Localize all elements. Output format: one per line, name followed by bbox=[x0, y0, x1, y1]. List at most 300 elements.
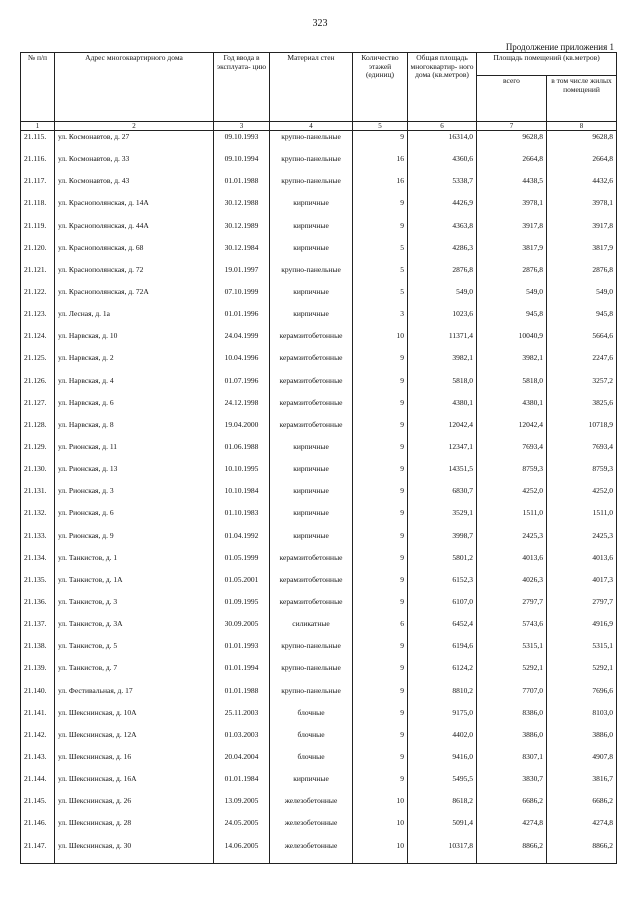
premises-area-cell: 2876,8 bbox=[477, 265, 547, 287]
wall-material-cell: блочные bbox=[270, 730, 353, 752]
row-number-cell: 21.120. bbox=[21, 243, 55, 265]
premises-area-cell: 3817,9 bbox=[477, 243, 547, 265]
total-area-cell: 6194,6 bbox=[408, 641, 477, 663]
address-cell: ул. Рионская, д. 6 bbox=[55, 508, 214, 530]
premises-area-cell: 8386,0 bbox=[477, 708, 547, 730]
floor-count-cell: 9 bbox=[353, 464, 408, 486]
row-number-cell: 21.126. bbox=[21, 376, 55, 398]
year-built-cell: 01.05.1999 bbox=[214, 553, 270, 575]
address-cell: ул. Шекснинская, д. 12А bbox=[55, 730, 214, 752]
living-area-cell: 4252,0 bbox=[547, 486, 617, 508]
wall-material-cell: железобетонные bbox=[270, 796, 353, 818]
living-area-cell: 10718,9 bbox=[547, 420, 617, 442]
wall-material-cell: кирпичные bbox=[270, 442, 353, 464]
header-premises: Площадь помещений (кв.метров) bbox=[477, 53, 617, 76]
year-built-cell: 09.10.1994 bbox=[214, 154, 270, 176]
address-cell: ул. Танкистов, д. 3 bbox=[55, 597, 214, 619]
address-cell: ул. Шекснинская, д. 28 bbox=[55, 818, 214, 840]
wall-material-cell: крупно-панельные bbox=[270, 686, 353, 708]
premises-area-cell: 4013,6 bbox=[477, 553, 547, 575]
row-number-cell: 21.129. bbox=[21, 442, 55, 464]
row-number-cell: 21.137. bbox=[21, 619, 55, 641]
row-number-cell: 21.143. bbox=[21, 752, 55, 774]
table-row bbox=[21, 309, 617, 331]
living-area-cell: 3978,1 bbox=[547, 198, 617, 220]
total-area-cell: 6107,0 bbox=[408, 597, 477, 619]
address-cell: ул. Нарвская, д. 2 bbox=[55, 353, 214, 375]
wall-material-cell: кирпичные bbox=[270, 774, 353, 796]
total-area-cell: 9416,0 bbox=[408, 752, 477, 774]
floor-count-cell: 9 bbox=[353, 752, 408, 774]
wall-material-cell: кирпичные bbox=[270, 486, 353, 508]
premises-area-cell: 5818,0 bbox=[477, 376, 547, 398]
floor-count-cell: 16 bbox=[353, 154, 408, 176]
address-cell: ул. Краснополянская, д. 72 bbox=[55, 265, 214, 287]
living-area-cell: 3817,9 bbox=[547, 243, 617, 265]
premises-area-cell: 12042,4 bbox=[477, 420, 547, 442]
table-row bbox=[21, 221, 617, 243]
header-year: Год ввода в эксплуата- цию bbox=[214, 53, 270, 122]
total-area-cell: 4402,0 bbox=[408, 730, 477, 752]
row-number-cell: 21.145. bbox=[21, 796, 55, 818]
premises-area-cell: 945,8 bbox=[477, 309, 547, 331]
floor-count-cell: 9 bbox=[353, 597, 408, 619]
floor-count-cell: 10 bbox=[353, 331, 408, 353]
premises-area-cell: 5743,6 bbox=[477, 619, 547, 641]
row-number-cell: 21.139. bbox=[21, 663, 55, 685]
floor-count-cell: 6 bbox=[353, 619, 408, 641]
total-area-cell: 4286,3 bbox=[408, 243, 477, 265]
total-area-cell: 8618,2 bbox=[408, 796, 477, 818]
table-row bbox=[21, 508, 617, 530]
living-area-cell: 4432,6 bbox=[547, 176, 617, 198]
floor-count-cell: 9 bbox=[353, 774, 408, 796]
year-built-cell: 25.11.2003 bbox=[214, 708, 270, 730]
floor-count-cell: 9 bbox=[353, 575, 408, 597]
column-number: 2 bbox=[55, 122, 214, 131]
floor-count-cell: 9 bbox=[353, 221, 408, 243]
column-number: 1 bbox=[21, 122, 55, 131]
year-built-cell: 19.01.1997 bbox=[214, 265, 270, 287]
total-area-cell: 3998,7 bbox=[408, 531, 477, 553]
row-number-cell: 21.121. bbox=[21, 265, 55, 287]
total-area-cell: 16314,0 bbox=[408, 131, 477, 155]
year-built-cell: 10.10.1984 bbox=[214, 486, 270, 508]
wall-material-cell: керамзитобетонные bbox=[270, 331, 353, 353]
row-number-cell: 21.124. bbox=[21, 331, 55, 353]
table-row bbox=[21, 730, 617, 752]
floor-count-cell: 9 bbox=[353, 353, 408, 375]
table-row bbox=[21, 154, 617, 176]
wall-material-cell: крупно-панельные bbox=[270, 154, 353, 176]
living-area-cell: 2664,8 bbox=[547, 154, 617, 176]
premises-area-cell: 5292,1 bbox=[477, 663, 547, 685]
address-cell: ул. Рионская, д. 3 bbox=[55, 486, 214, 508]
floor-count-cell: 9 bbox=[353, 663, 408, 685]
address-cell: ул. Танкистов, д. 7 bbox=[55, 663, 214, 685]
premises-area-cell: 3978,1 bbox=[477, 198, 547, 220]
row-number-cell: 21.119. bbox=[21, 221, 55, 243]
year-built-cell: 24.05.2005 bbox=[214, 818, 270, 840]
floor-count-cell: 9 bbox=[353, 708, 408, 730]
row-number-cell: 21.118. bbox=[21, 198, 55, 220]
address-cell: ул. Нарвская, д. 4 bbox=[55, 376, 214, 398]
row-number-cell: 21.141. bbox=[21, 708, 55, 730]
premises-area-cell: 7693,4 bbox=[477, 442, 547, 464]
living-area-cell: 3816,7 bbox=[547, 774, 617, 796]
row-number-cell: 21.128. bbox=[21, 420, 55, 442]
year-built-cell: 01.04.1992 bbox=[214, 531, 270, 553]
row-number-cell: 21.146. bbox=[21, 818, 55, 840]
row-number-cell: 21.130. bbox=[21, 464, 55, 486]
year-built-cell: 01.01.1988 bbox=[214, 686, 270, 708]
year-built-cell: 19.04.2000 bbox=[214, 420, 270, 442]
header-all: всего bbox=[477, 76, 547, 122]
premises-area-cell: 2797,7 bbox=[477, 597, 547, 619]
header-address: Адрес многоквартирного дома bbox=[55, 53, 214, 122]
row-number-cell: 21.136. bbox=[21, 597, 55, 619]
floor-count-cell: 16 bbox=[353, 176, 408, 198]
address-cell: ул. Фестивальная, д. 17 bbox=[55, 686, 214, 708]
floor-count-cell: 9 bbox=[353, 508, 408, 530]
year-built-cell: 01.01.1993 bbox=[214, 641, 270, 663]
living-area-cell: 1511,0 bbox=[547, 508, 617, 530]
year-built-cell: 01.01.1994 bbox=[214, 663, 270, 685]
year-built-cell: 01.06.1988 bbox=[214, 442, 270, 464]
living-area-cell: 4907,8 bbox=[547, 752, 617, 774]
table-row bbox=[21, 464, 617, 486]
column-number: 4 bbox=[270, 122, 353, 131]
premises-area-cell: 7707,0 bbox=[477, 686, 547, 708]
table-row bbox=[21, 752, 617, 774]
floor-count-cell: 5 bbox=[353, 243, 408, 265]
column-number: 5 bbox=[353, 122, 408, 131]
row-number-cell: 21.135. bbox=[21, 575, 55, 597]
year-built-cell: 14.06.2005 bbox=[214, 841, 270, 864]
address-cell: ул. Краснополянская, д. 44А bbox=[55, 221, 214, 243]
table-row bbox=[21, 353, 617, 375]
row-number-cell: 21.138. bbox=[21, 641, 55, 663]
housing-registry-table bbox=[20, 52, 617, 864]
total-area-cell: 6152,3 bbox=[408, 575, 477, 597]
wall-material-cell: кирпичные bbox=[270, 221, 353, 243]
floor-count-cell: 5 bbox=[353, 265, 408, 287]
table-row bbox=[21, 243, 617, 265]
total-area-cell: 12347,1 bbox=[408, 442, 477, 464]
year-built-cell: 10.10.1995 bbox=[214, 464, 270, 486]
table-row bbox=[21, 663, 617, 685]
premises-area-cell: 4380,1 bbox=[477, 398, 547, 420]
table-row bbox=[21, 641, 617, 663]
year-built-cell: 01.03.2003 bbox=[214, 730, 270, 752]
table-row bbox=[21, 796, 617, 818]
column-number: 8 bbox=[547, 122, 617, 131]
premises-area-cell: 4026,3 bbox=[477, 575, 547, 597]
premises-area-cell: 8307,1 bbox=[477, 752, 547, 774]
wall-material-cell: кирпичные bbox=[270, 243, 353, 265]
floor-count-cell: 9 bbox=[353, 730, 408, 752]
living-area-cell: 2247,6 bbox=[547, 353, 617, 375]
row-number-cell: 21.133. bbox=[21, 531, 55, 553]
wall-material-cell: силикатные bbox=[270, 619, 353, 641]
table-row bbox=[21, 331, 617, 353]
table-row bbox=[21, 597, 617, 619]
year-built-cell: 01.10.1983 bbox=[214, 508, 270, 530]
year-built-cell: 13.09.2005 bbox=[214, 796, 270, 818]
total-area-cell: 11371,4 bbox=[408, 331, 477, 353]
total-area-cell: 4363,8 bbox=[408, 221, 477, 243]
living-area-cell: 945,8 bbox=[547, 309, 617, 331]
address-cell: ул. Танкистов, д. 3А bbox=[55, 619, 214, 641]
table-row bbox=[21, 486, 617, 508]
wall-material-cell: кирпичные bbox=[270, 464, 353, 486]
total-area-cell: 5495,5 bbox=[408, 774, 477, 796]
total-area-cell: 5801,2 bbox=[408, 553, 477, 575]
total-area-cell: 12042,4 bbox=[408, 420, 477, 442]
living-area-cell: 8866,2 bbox=[547, 841, 617, 864]
table-row bbox=[21, 131, 617, 155]
wall-material-cell: железобетонные bbox=[270, 841, 353, 864]
row-number-cell: 21.123. bbox=[21, 309, 55, 331]
living-area-cell: 4017,3 bbox=[547, 575, 617, 597]
address-cell: ул. Космонавтов, д. 33 bbox=[55, 154, 214, 176]
year-built-cell: 30.12.1984 bbox=[214, 243, 270, 265]
table-row bbox=[21, 398, 617, 420]
row-number-cell: 21.115. bbox=[21, 131, 55, 155]
living-area-cell: 8759,3 bbox=[547, 464, 617, 486]
row-number-cell: 21.147. bbox=[21, 841, 55, 864]
floor-count-cell: 9 bbox=[353, 686, 408, 708]
year-built-cell: 01.01.1988 bbox=[214, 176, 270, 198]
year-built-cell: 01.05.2001 bbox=[214, 575, 270, 597]
total-area-cell: 1023,6 bbox=[408, 309, 477, 331]
floor-count-cell: 3 bbox=[353, 309, 408, 331]
header-floors: Количество этажей (единиц) bbox=[353, 53, 408, 122]
wall-material-cell: кирпичные bbox=[270, 198, 353, 220]
wall-material-cell: керамзитобетонные bbox=[270, 398, 353, 420]
total-area-cell: 5338,7 bbox=[408, 176, 477, 198]
year-built-cell: 24.04.1999 bbox=[214, 331, 270, 353]
floor-count-cell: 9 bbox=[353, 531, 408, 553]
total-area-cell: 5818,0 bbox=[408, 376, 477, 398]
row-number-cell: 21.140. bbox=[21, 686, 55, 708]
premises-area-cell: 4252,0 bbox=[477, 486, 547, 508]
year-built-cell: 30.12.1989 bbox=[214, 221, 270, 243]
address-cell: ул. Космонавтов, д. 43 bbox=[55, 176, 214, 198]
address-cell: ул. Рионская, д. 11 bbox=[55, 442, 214, 464]
address-cell: ул. Нарвская, д. 10 bbox=[55, 331, 214, 353]
floor-count-cell: 10 bbox=[353, 841, 408, 864]
page-number: 323 bbox=[312, 18, 328, 29]
living-area-cell: 5292,1 bbox=[547, 663, 617, 685]
table-row bbox=[21, 818, 617, 840]
row-number-cell: 21.144. bbox=[21, 774, 55, 796]
living-area-cell: 8103,0 bbox=[547, 708, 617, 730]
wall-material-cell: керамзитобетонные bbox=[270, 597, 353, 619]
table-body bbox=[21, 131, 617, 864]
table-row bbox=[21, 176, 617, 198]
address-cell: ул. Танкистов, д. 1 bbox=[55, 553, 214, 575]
year-built-cell: 30.12.1988 bbox=[214, 198, 270, 220]
living-area-cell: 2797,7 bbox=[547, 597, 617, 619]
total-area-cell: 549,0 bbox=[408, 287, 477, 309]
address-cell: ул. Нарвская, д. 8 bbox=[55, 420, 214, 442]
premises-area-cell: 8866,2 bbox=[477, 841, 547, 864]
floor-count-cell: 9 bbox=[353, 131, 408, 155]
address-cell: ул. Шекснинская, д. 26 bbox=[55, 796, 214, 818]
wall-material-cell: керамзитобетонные bbox=[270, 420, 353, 442]
address-cell: ул. Шекснинская, д. 10А bbox=[55, 708, 214, 730]
column-number: 6 bbox=[408, 122, 477, 131]
address-cell: ул. Краснополянская, д. 72А bbox=[55, 287, 214, 309]
column-number: 3 bbox=[214, 122, 270, 131]
premises-area-cell: 2664,8 bbox=[477, 154, 547, 176]
column-number: 7 bbox=[477, 122, 547, 131]
floor-count-cell: 5 bbox=[353, 287, 408, 309]
living-area-cell: 6686,2 bbox=[547, 796, 617, 818]
table-row bbox=[21, 708, 617, 730]
wall-material-cell: кирпичные bbox=[270, 287, 353, 309]
address-cell: ул. Шекснинская, д. 16А bbox=[55, 774, 214, 796]
floor-count-cell: 9 bbox=[353, 376, 408, 398]
total-area-cell: 9175,0 bbox=[408, 708, 477, 730]
year-built-cell: 07.10.1999 bbox=[214, 287, 270, 309]
wall-material-cell: керамзитобетонные bbox=[270, 376, 353, 398]
table-row bbox=[21, 198, 617, 220]
table-row bbox=[21, 619, 617, 641]
total-area-cell: 10317,8 bbox=[408, 841, 477, 864]
premises-area-cell: 3982,1 bbox=[477, 353, 547, 375]
total-area-cell: 2876,8 bbox=[408, 265, 477, 287]
row-number-cell: 21.142. bbox=[21, 730, 55, 752]
year-built-cell: 09.10.1993 bbox=[214, 131, 270, 155]
floor-count-cell: 9 bbox=[353, 486, 408, 508]
year-built-cell: 10.04.1996 bbox=[214, 353, 270, 375]
total-area-cell: 4426,9 bbox=[408, 198, 477, 220]
table-row bbox=[21, 686, 617, 708]
living-area-cell: 3825,6 bbox=[547, 398, 617, 420]
header-num: № п/п bbox=[21, 53, 55, 122]
premises-area-cell: 1511,0 bbox=[477, 508, 547, 530]
living-area-cell: 3257,2 bbox=[547, 376, 617, 398]
living-area-cell: 549,0 bbox=[547, 287, 617, 309]
wall-material-cell: блочные bbox=[270, 752, 353, 774]
wall-material-cell: крупно-панельные bbox=[270, 131, 353, 155]
row-number-cell: 21.125. bbox=[21, 353, 55, 375]
year-built-cell: 24.12.1998 bbox=[214, 398, 270, 420]
wall-material-cell: керамзитобетонные bbox=[270, 553, 353, 575]
living-area-cell: 3917,8 bbox=[547, 221, 617, 243]
living-area-cell: 4013,6 bbox=[547, 553, 617, 575]
row-number-cell: 21.132. bbox=[21, 508, 55, 530]
year-built-cell: 30.09.2005 bbox=[214, 619, 270, 641]
wall-material-cell: керамзитобетонные bbox=[270, 575, 353, 597]
table-row bbox=[21, 553, 617, 575]
premises-area-cell: 5315,1 bbox=[477, 641, 547, 663]
total-area-cell: 3982,1 bbox=[408, 353, 477, 375]
premises-area-cell: 4438,5 bbox=[477, 176, 547, 198]
floor-count-cell: 9 bbox=[353, 553, 408, 575]
total-area-cell: 6124,2 bbox=[408, 663, 477, 685]
premises-area-cell: 2425,3 bbox=[477, 531, 547, 553]
table-row bbox=[21, 376, 617, 398]
address-cell: ул. Космонавтов, д. 27 bbox=[55, 131, 214, 155]
total-area-cell: 6452,4 bbox=[408, 619, 477, 641]
year-built-cell: 01.01.1984 bbox=[214, 774, 270, 796]
total-area-cell: 5091,4 bbox=[408, 818, 477, 840]
living-area-cell: 3886,0 bbox=[547, 730, 617, 752]
living-area-cell: 9628,8 bbox=[547, 131, 617, 155]
floor-count-cell: 9 bbox=[353, 398, 408, 420]
wall-material-cell: блочные bbox=[270, 708, 353, 730]
floor-count-cell: 9 bbox=[353, 442, 408, 464]
year-built-cell: 01.01.1996 bbox=[214, 309, 270, 331]
living-area-cell: 2425,3 bbox=[547, 531, 617, 553]
premises-area-cell: 549,0 bbox=[477, 287, 547, 309]
table-row bbox=[21, 575, 617, 597]
wall-material-cell: крупно-панельные bbox=[270, 265, 353, 287]
living-area-cell: 5315,1 bbox=[547, 641, 617, 663]
row-number-cell: 21.134. bbox=[21, 553, 55, 575]
wall-material-cell: крупно-панельные bbox=[270, 663, 353, 685]
address-cell: ул. Краснополянская, д. 14А bbox=[55, 198, 214, 220]
premises-area-cell: 3886,0 bbox=[477, 730, 547, 752]
table-row bbox=[21, 442, 617, 464]
address-cell: ул. Краснополянская, д. 68 bbox=[55, 243, 214, 265]
address-cell: ул. Нарвская, д. 6 bbox=[55, 398, 214, 420]
year-built-cell: 20.04.2004 bbox=[214, 752, 270, 774]
row-number-cell: 21.122. bbox=[21, 287, 55, 309]
address-cell: ул. Рионская, д. 9 bbox=[55, 531, 214, 553]
premises-area-cell: 3830,7 bbox=[477, 774, 547, 796]
header-total-area: Общая площадь многоквартир- ного дома (кв.метров) bbox=[408, 53, 477, 122]
wall-material-cell: кирпичные bbox=[270, 531, 353, 553]
total-area-cell: 6830,7 bbox=[408, 486, 477, 508]
row-number-cell: 21.127. bbox=[21, 398, 55, 420]
wall-material-cell: кирпичные bbox=[270, 508, 353, 530]
wall-material-cell: крупно-панельные bbox=[270, 176, 353, 198]
total-area-cell: 4380,1 bbox=[408, 398, 477, 420]
address-cell: ул. Танкистов, д. 1А bbox=[55, 575, 214, 597]
row-number-cell: 21.131. bbox=[21, 486, 55, 508]
header-living: в том числе жилых помещений bbox=[547, 76, 617, 122]
living-area-cell: 4916,9 bbox=[547, 619, 617, 641]
wall-material-cell: керамзитобетонные bbox=[270, 353, 353, 375]
wall-material-cell: железобетонные bbox=[270, 818, 353, 840]
table-row bbox=[21, 841, 617, 864]
premises-area-cell: 9628,8 bbox=[477, 131, 547, 155]
table-row bbox=[21, 287, 617, 309]
living-area-cell: 5664,6 bbox=[547, 331, 617, 353]
premises-area-cell: 3917,8 bbox=[477, 221, 547, 243]
total-area-cell: 4360,6 bbox=[408, 154, 477, 176]
premises-area-cell: 4274,8 bbox=[477, 818, 547, 840]
premises-area-cell: 6686,2 bbox=[477, 796, 547, 818]
living-area-cell: 7696,6 bbox=[547, 686, 617, 708]
wall-material-cell: крупно-панельные bbox=[270, 641, 353, 663]
floor-count-cell: 9 bbox=[353, 420, 408, 442]
continuation-note: Продолжение приложения 1 bbox=[505, 42, 614, 52]
address-cell: ул. Шекснинская, д. 16 bbox=[55, 752, 214, 774]
address-cell: ул. Рионская, д. 13 bbox=[55, 464, 214, 486]
floor-count-cell: 10 bbox=[353, 818, 408, 840]
row-number-cell: 21.117. bbox=[21, 176, 55, 198]
address-cell: ул. Шекснинская, д. 30 bbox=[55, 841, 214, 864]
floor-count-cell: 9 bbox=[353, 198, 408, 220]
table-row bbox=[21, 774, 617, 796]
total-area-cell: 14351,5 bbox=[408, 464, 477, 486]
row-number-cell: 21.116. bbox=[21, 154, 55, 176]
